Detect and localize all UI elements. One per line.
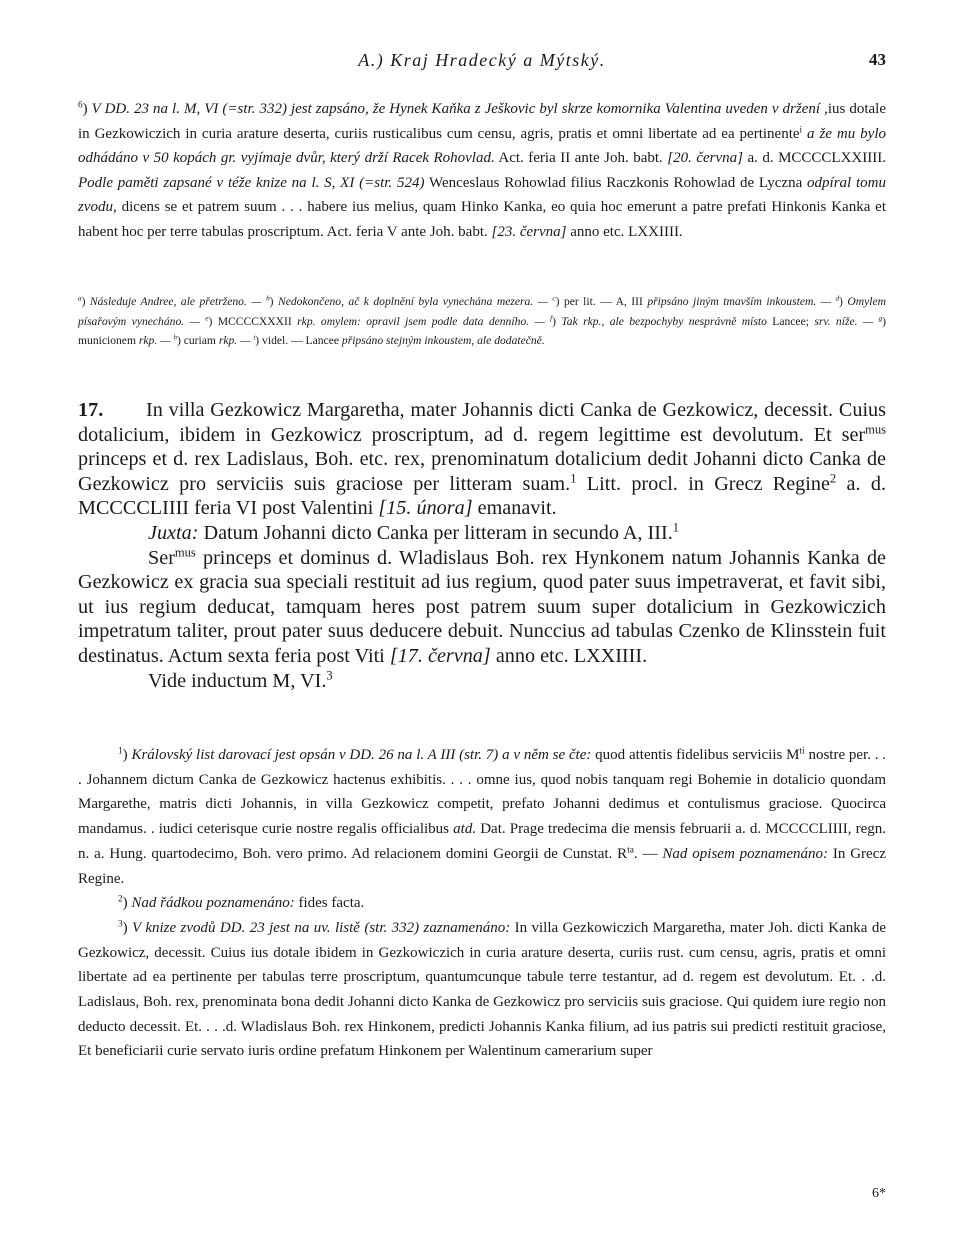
note-text: odpíral tomu zvodu, bbox=[78, 174, 887, 216]
note-text: V knize zvodů DD. 23 jest na uv. listě (str. 332) zaznamenáno: bbox=[132, 919, 511, 936]
note-text: Podle paměti zapsané v téže knize na l. S, XI (=str. 524) bbox=[78, 174, 425, 191]
apparatus-note: rkp. omylem: opravil jsem podle data denního. — bbox=[297, 314, 545, 328]
apparatus-text: municionem bbox=[78, 334, 136, 348]
latin-text: In Grecz Regine. bbox=[78, 845, 887, 887]
footnote-marker: 3 bbox=[118, 919, 123, 930]
apparatus-note: připsáno jiným tmavším inkoustem. — bbox=[647, 295, 831, 308]
footnote-ref: 3 bbox=[326, 668, 333, 683]
note-text: a že mu bylo odhádáno v 50 kopách gr. vyjímaje dvůr, který drží Racek Rohovlad. bbox=[78, 125, 887, 167]
date-note: [15. února] bbox=[378, 497, 473, 520]
entry-text: In villa Gezkowicz Margaretha, mater Johannis dicti Canka de Gezkowicz, decessit. Cuius dotalicium, ibidem in Gezkowicz proscriptum, ad d. regem legittime est devolutum. Et ser bbox=[78, 399, 886, 446]
abbrev-sup: ta bbox=[627, 845, 634, 856]
date-note: [23. června] bbox=[491, 223, 567, 240]
note-text: Nad řádkou poznamenáno: bbox=[131, 895, 295, 912]
note-text: V DD. 23 na l. M, VI (=str. 332) jest zapsáno, že Hynek Kaňka z Ješkovic byl skrze komornika Valentina uveden v držení bbox=[91, 101, 821, 117]
apparatus-note: připsáno stejným inkoustem, ale dodatečně. bbox=[341, 334, 545, 348]
latin-text: ,ius dotale in Gezkowiczich in curia arature deserta, curiis rusticalibus cum censu, agris, pratis et omni libertate ad ea pertinente bbox=[78, 101, 886, 142]
latin-text: Act. feria II ante Joh. babt. bbox=[498, 150, 663, 167]
latin-text: . — bbox=[633, 845, 658, 862]
latin-text: In villa Gezkowiczich Margaretha, mater Joh. dicti Kanka de Gezkowicz, decessit. Cuius ius dotale ibidem in Gezkowiczich in curia arature deserta, curiis rust. cum censu, agris, pratis et omni libertate ad ea pertinente per tabulas terre proscriptum, quantumcunque tabule terre testantur, ad d. regem est devolutum. Et. . .d. Ladislaus, Boh. rex, prenominata bona dedit Johanni dicto Kanka de Gezkowicz pro serviciis suis graciose. Qui quidem iure regio non deducto decessit. Et. . . .d. Wladislaus Boh. rex Hinkonem, predicti Johannis Kanka filium, ad ius patris sui predicti restituit graciose, Et beneficiarii curie servato iuris ordine prefatum Hinkonem per Walentinum camerarium super bbox=[78, 919, 887, 1060]
latin-text: Dat. Prage tredecima die mensis februarii a. d. MCCCCLIIII, regn. n. a. Hung. quartodecimo, Boh. vero primo. Ad relacionem domini Georgii de Cunstat. R bbox=[78, 821, 887, 862]
entry-text: Datum Johanni dicto Canka per litteram in secundo A, III. bbox=[203, 521, 673, 544]
apparatus-text: MCCCCXXXII bbox=[217, 314, 292, 328]
latin-text: nostre per. . . . Johannem dictum Canka de Gezkowicz hactenus exhibitis. . . . omne ius, quod nobis tanquam regi Bohemie in dotalicio quondam Margarethe, matris dicti Johannis, in villa Gezkowicz competit, prefato Johanni dedimus et contulismus graciose. Quocirca mandamus. . iudici ceterisque curie nostre regalis officialibus bbox=[78, 747, 887, 838]
footnote-1: $^1$) Královský list darovací jest opsán v DD. 26 na l. A III (str. 7) a v něm se čte: quod attentis fidelibus serviciis $M^{ti}$ nostre per. . . . Johannem dictum Canka de Gezkowicz hactenus exhibitis. . . . omne ius, quod nobis tanquam regi Bohemie in dotalicio quondam Margarethe, matris dicti Johannis, in villa Gezkowicz competit, prefato Johanni dedimus et contulismus graciose. Quocirca mandamus. . iudici ceterisque curie nostre regalis officialibus atd. Dat. Prage tredecima die mensis februarii a. d. MCCCCLIIII, regn. n. a. Hung. quartodecimo, Boh. vero primo. Ad relacionem domini Georgii de Cunstat. $R^{ta}$. — Nad opisem poznamenáno: In Grecz Regine. bbox=[78, 746, 887, 887]
entry-text: a. d. MCCCCLIIII feria VI post Valentini bbox=[78, 472, 887, 520]
latin-text: dicens se et patrem suum . . . habere ius melius, quam Hinko Kanka, eo quia hoc emerunt a patre prefati Hinkonis Kanka et habent hoc per terre tabulas proscriptum. Act. feria V ante Joh. babt. bbox=[78, 199, 887, 240]
entry-text: Litt. procl. in Grecz Regine bbox=[586, 472, 830, 495]
footnote-ref: 2 bbox=[829, 471, 837, 486]
footnote-2: $^2$) Nad řádkou poznamenáno: fides facta. bbox=[118, 894, 365, 912]
apparatus-text: curiam bbox=[183, 334, 216, 348]
page-header bbox=[78, 50, 886, 74]
apparatus-note: Omylem písařovým vynecháno. — bbox=[78, 295, 886, 328]
footnotes bbox=[78, 743, 886, 1064]
apparatus-note: rkp. — bbox=[138, 334, 171, 348]
footnote-marker: 1 bbox=[118, 746, 123, 757]
entry-number: 17. bbox=[78, 399, 104, 421]
abbrev-sup: ti bbox=[799, 746, 805, 757]
abbrev-sup: mus bbox=[865, 422, 886, 437]
entry-text: anno etc. LXXIIII. bbox=[495, 644, 648, 667]
year-text: anno etc. LXXIIII. bbox=[570, 223, 683, 240]
apparatus-text: Lancee; bbox=[772, 314, 809, 328]
apparatus-note: Tak rkp., ale bezpochyby nesprávně místo bbox=[561, 314, 767, 328]
entry-text: Ser bbox=[148, 546, 175, 569]
apparatus-note: Nedokončeno, ač k doplnění byla vynechána mezera. — bbox=[277, 295, 548, 308]
top-footnote: $^6$) V DD. 23 na l. M, VI (=str. 332) jest zapsáno, že Hynek Kaňka z Ješkovic byl skrze komornika Valentina uveden v držení ,ius dotale in Gezkowiczich in curia arature deserta, curiis rusticalibus cum censu, agris, pratis et omni libertate ad ea pertinente$^i$ a že mu bylo odhádáno v 50 kopách gr. vyjímaje dvůr, který drží Racek Rohovlad. Act. feria II ante Joh. babt. [20. června] a. d. MCCCCLXXIIII. Podle paměti zapsané v téže knize na l. S, XI (=str. 524) Wenceslaus Rohowlad filius Raczkonis Rohowlad de Lyczna odpíral tomu zvodu, dicens se et patrem suum . . . habere ius melius, quam Hinko Kanka, eo quia hoc emerunt a patre prefati Hinkonis Kanka et habent hoc per terre tabulas proscriptum. Act. feria V ante Joh. babt. [23. června] anno etc. LXXIIII. bbox=[78, 100, 887, 240]
apparatus-text: per lit. — A, III bbox=[563, 295, 643, 308]
apparatus-note: srv. níže. — bbox=[814, 314, 874, 328]
critical-apparatus: $^a$) Následuje Andree, ale přetrženo. — $^b$) Nedokončeno, ač k doplnění byla vynechána mezera. — $^c$) per lit. — A, III připsáno jiným tmavším inkoustem. — $^d$) Omylem písařovým vynecháno. — $^e$) MCCCCXXXII rkp. omylem: opravil jsem podle data denního. — $^f$) Tak rkp., ale bezpochyby nesprávně místo Lancee; srv. níže. — $^g$) municionem rkp. — $^h$) curiam rkp. — $^i$) videl. — Lancee připsáno stejným inkoustem, ale dodatečně. bbox=[78, 294, 887, 348]
running-title: A.) Kraj Hradecký a Mýtský. bbox=[358, 50, 606, 70]
footnote-marker: 2 bbox=[118, 894, 123, 905]
entry-17 bbox=[78, 398, 886, 693]
apparatus-text: videl. — Lancee bbox=[262, 334, 339, 348]
entry-text: princeps et d. rex Ladislaus, Boh. etc. rex, prenominatum dotalicium dedit Johanni dicto Canka de Gezkowicz pro serviciis suis graciose per litteram suam. bbox=[78, 448, 886, 495]
year-text: a. d. MCCCCLXXIIII. bbox=[747, 150, 886, 167]
footnote-3: $^3$) V knize zvodů DD. 23 jest na uv. listě (str. 332) zaznamenáno: In villa Gezkowiczich Margaretha, mater Joh. dicti Kanka de Gezkowicz, decessit. Cuius ius dotale ibidem in Gezkowiczich in curia arature deserta, curiis rust. cum censu, agris, pratis et omni libertate ad ea pertinente per tabulas terre proscriptum, quantumcunque tabule terre testantur, ad d. regem est devolutum. Et. . .d. Ladislaus, Boh. rex, prenominata bona dedit Johanni dicto Kanka de Gezkowicz pro serviciis suis graciose. Qui quidem iure regio non deducto decessit. Et. . . .d. Wladislaus Boh. rex Hinkonem, predicti Johannis Kanka filium, ad ius patris sui predicti restituit graciose, Et beneficiarii curie servato iuris ordine prefatum Hinkonem per Walentinum camerarium super bbox=[78, 919, 887, 1060]
entry-text: emanavit. bbox=[477, 497, 557, 520]
entry-text: Vide inductum M, VI. bbox=[148, 669, 327, 692]
latin-text: fides facta. bbox=[298, 895, 365, 912]
note-text: atd. bbox=[453, 821, 477, 838]
date-note: [20. června] bbox=[667, 150, 743, 167]
apparatus-note: rkp. — bbox=[218, 334, 251, 348]
note-text: Nad opisem poznamenáno: bbox=[662, 845, 828, 862]
latin-text: Wenceslaus Rohowlad filius Raczkonis Rohowlad de Lyczna bbox=[428, 174, 803, 191]
page-number: 43 bbox=[869, 50, 886, 69]
footnote-ref: 1 bbox=[672, 520, 680, 535]
latin-text: quod attentis fidelibus serviciis M bbox=[595, 747, 800, 763]
abbrev-sup: mus bbox=[174, 545, 196, 560]
apparatus-note: Následuje Andree, ale přetrženo. — bbox=[89, 295, 262, 308]
juxta-label: Juxta: bbox=[148, 521, 199, 544]
date-note: [17. června] bbox=[389, 644, 491, 667]
entry-text: princeps et dominus d. Wladislaus Boh. rex Hynkonem natum Johannis Kanka de Gezkowicz ex gracia sua speciali restituit ad ius regium, quod pater suus impetraverat, et favit sibi, ut ius regium deducat, tamquam heres post patrem suum super dotalicium in Gezkowiczich impetratum taliter, prout pater suus deducere debuit. Nunccius ad tabulas Czenko de Klinsstein fuit destinatus. Actum sexta feria post Viti bbox=[78, 546, 886, 667]
footnote-marker: 6 bbox=[78, 100, 83, 111]
footnote-ref: 1 bbox=[570, 471, 577, 486]
signature-mark: 6* bbox=[872, 1186, 886, 1201]
note-text: Královský list darovací jest opsán v DD. 26 na l. A III (str. 7) a v něm se čte: bbox=[131, 747, 592, 763]
